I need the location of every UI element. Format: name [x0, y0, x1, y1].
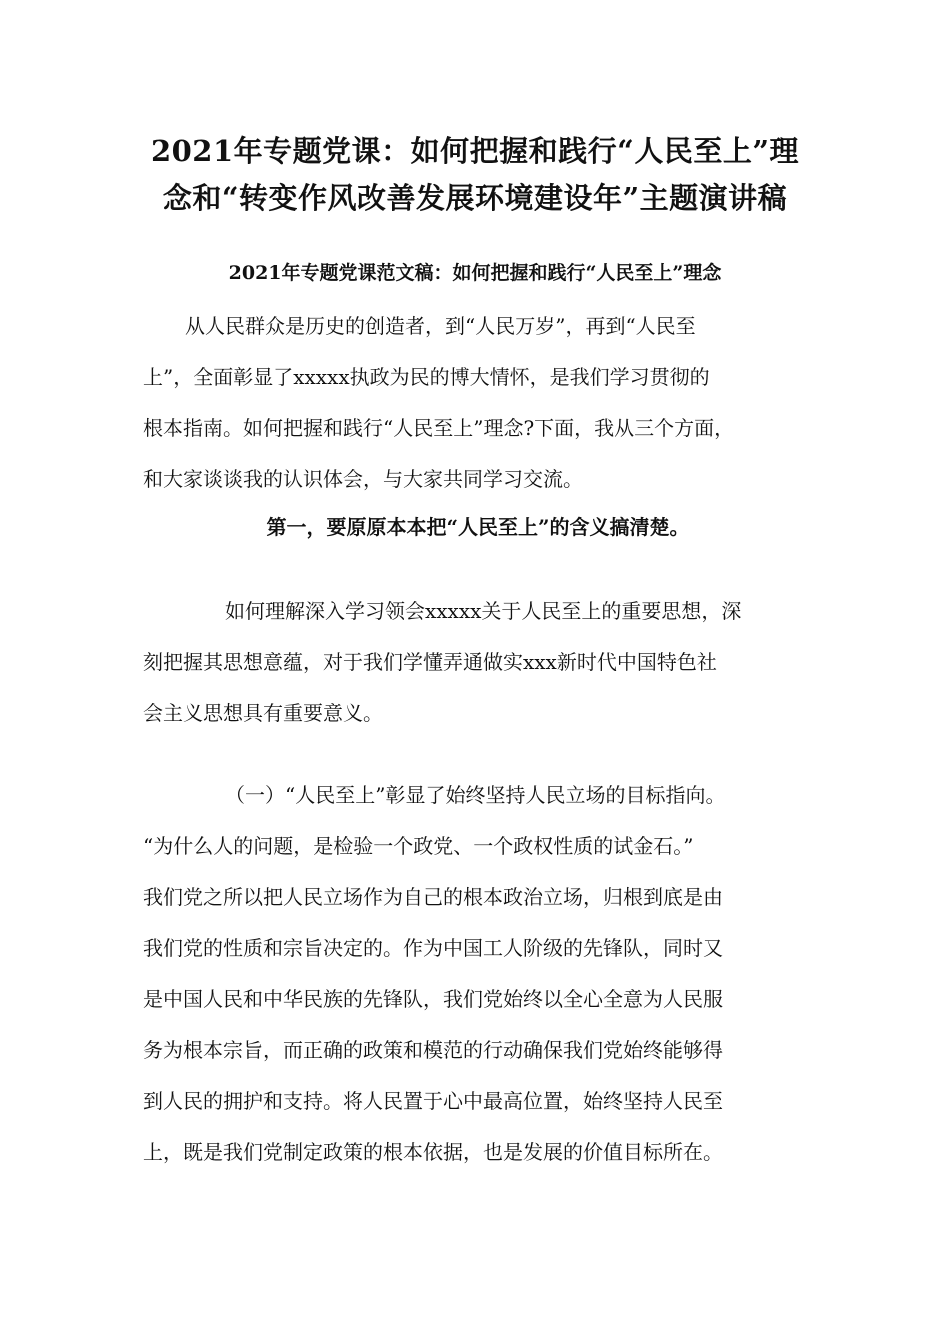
section1-paragraph: [143, 586, 813, 739]
title-line-1: 2021年专题党课：如何把握和践行“人民至上”理: [150, 134, 800, 168]
title-line-2: 念和“转变作风改善发展环境建设年”主题演讲稿: [162, 181, 788, 215]
sub1-line-7: 到人民的拥护和支持。将人民置于心中最高位置，始终坚持人民至: [143, 1089, 723, 1113]
sub1-line-8: 上，既是我们党制定政策的根本依据，也是发展的价值目标所在。: [143, 1140, 723, 1164]
sub1-line-1: （一）“人民至上”彰显了始终坚持人民立场的目标指向。: [225, 783, 726, 807]
document-subtitle: 2021年专题党课范文稿：如何把握和践行“人民至上”理念: [228, 262, 722, 284]
sub1-line-5: 是中国人民和中华民族的先锋队，我们党始终以全心全意为人民服: [143, 987, 723, 1011]
intro-paragraph: [143, 301, 813, 505]
sub1-line-4: 我们党的性质和宗旨决定的。作为中国工人阶级的先锋队，同时又: [143, 936, 723, 960]
section1-line-3: 会主义思想具有重要意义。: [143, 701, 383, 725]
section-heading-1: 第一，要原原本本把“人民至上”的含义搞清楚。: [266, 515, 690, 539]
section1-line-2: 刻把握其思想意蕴，对于我们学懂弄通做实xxx新时代中国特色社: [143, 650, 717, 674]
sub1-line-2: “为什么人的问题，是检验一个政党、一个政权性质的试金石。”: [143, 834, 694, 858]
document-title: [120, 128, 830, 222]
section1-line-1: 如何理解深入学习领会xxxxx关于人民至上的重要思想，深: [225, 599, 742, 623]
subsection1-paragraph: [143, 770, 813, 1178]
intro-line-4: 和大家谈谈我的认识体会，与大家共同学习交流。: [143, 467, 583, 491]
intro-line-1: 从人民群众是历史的创造者，到“人民万岁”，再到“人民至: [185, 314, 696, 338]
sub1-line-6: 务为根本宗旨，而正确的政策和模范的行动确保我们党始终能够得: [143, 1038, 723, 1062]
intro-line-2: 上”，全面彰显了xxxxx执政为民的博大情怀，是我们学习贯彻的: [143, 365, 710, 389]
intro-line-3: 根本指南。如何把握和践行“人民至上”理念?下面，我从三个方面，: [143, 416, 735, 440]
sub1-line-3: 我们党之所以把人民立场作为自己的根本政治立场，归根到底是由: [143, 885, 723, 909]
